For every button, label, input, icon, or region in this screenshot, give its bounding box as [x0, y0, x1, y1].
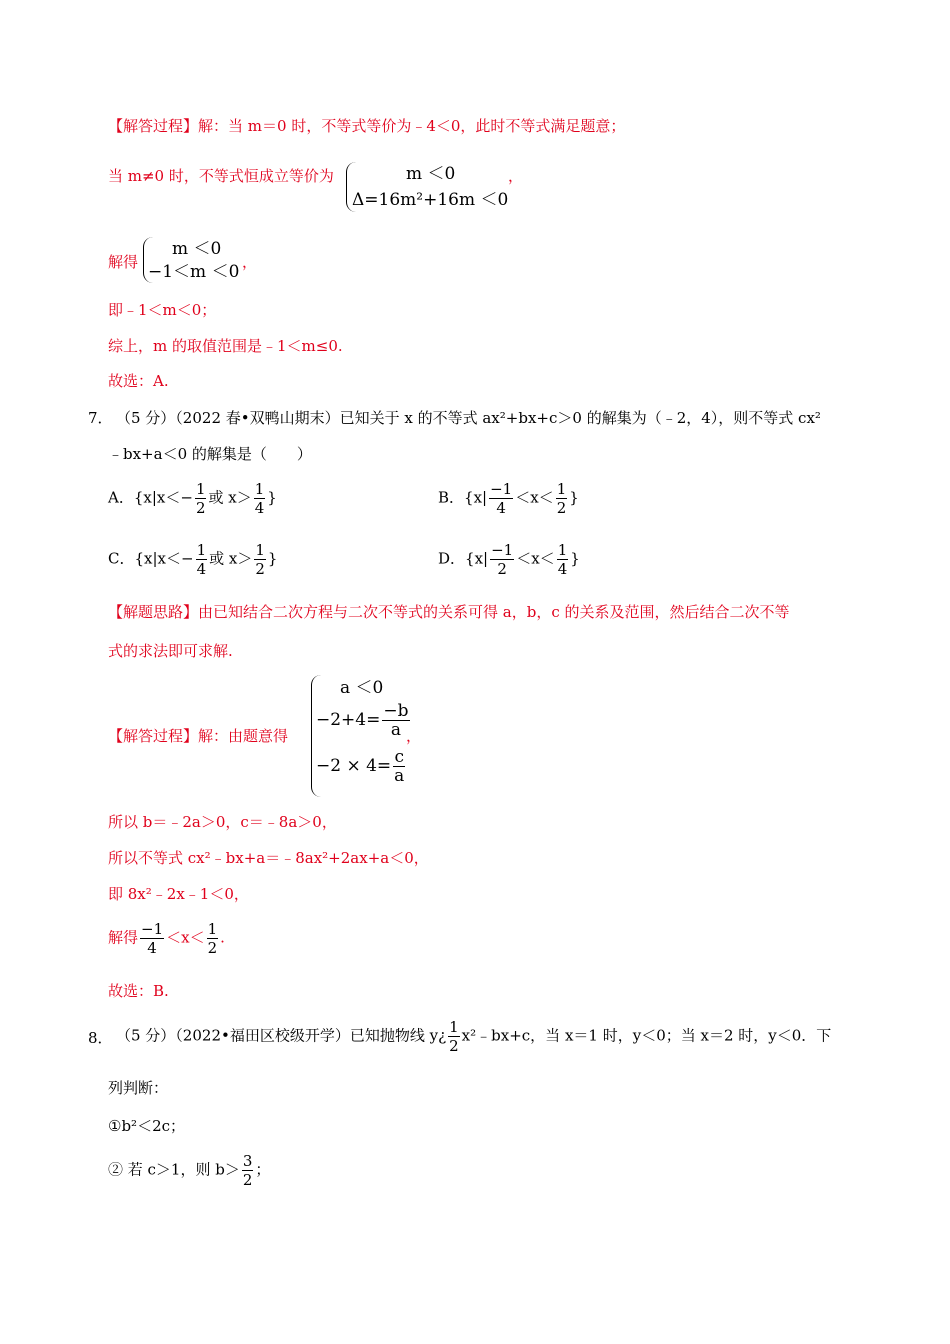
q7-process: 【解答过程】解：由题意得 [108, 727, 289, 745]
q7-sys-a: a ＜0 [340, 678, 384, 698]
q7-line-2: 所以不等式 cx²﹣bx+a＝﹣8ax²+2ax+a＜0， [108, 849, 429, 867]
q7-idea-2: 式的求法即可求解. [108, 642, 233, 660]
q7-option-a[interactable]: A．{x|x＜− $\frac{1}{2}$ 或 x＞ $\frac{1}{4}$ } [108, 480, 277, 517]
q7-sys-b: −2+4= $\frac{-b}{a}$ [316, 701, 409, 740]
q7-option-b[interactable]: B．{x| $\frac{-1}{4}$ ＜x＜ $\frac{1}{2}$ } [438, 480, 579, 517]
q6-line-ji: 即﹣1＜m＜0； [108, 301, 217, 319]
q7-answer: 故选：B. [108, 982, 169, 1000]
q6-line-zong: 综上，m 的取值范围是﹣1＜m≤0. [108, 337, 343, 355]
q8-item-1: ①b²＜2c； [108, 1117, 186, 1135]
process-tag: 【解答过程】 [108, 117, 199, 135]
q6-line1: 解：当 m＝0 时，不等式等价为﹣4＜0，此时不等式满足题意； [198, 117, 626, 135]
q7-option-d[interactable]: D．{x| $\frac{-1}{2}$ ＜x＜ $\frac{1}{4}$ } [438, 541, 580, 578]
q6-comma-2: ， [242, 253, 258, 271]
q8-stem-2: 列判断： [108, 1079, 169, 1097]
q6-line2: 当 m≠0 时，不等式恒成立等价为 [108, 167, 334, 185]
q8-number: 8． [88, 1029, 113, 1047]
q6-sys2-a: m ＜0 [172, 239, 222, 259]
q7-comma: ， [406, 727, 422, 745]
q6-solve-label: 解得 [108, 253, 139, 271]
q6-sys2-b: −1＜m ＜0 [148, 262, 240, 282]
q7-sys-c: −2 × 4= $\frac{c}{a}$ [316, 747, 405, 786]
q8-item-2: ② 若 c＞1，则 b＞ $\frac{3}{2}$ ； [108, 1152, 271, 1189]
q6-sys1-b: Δ=16m²+16m ＜0 [352, 190, 509, 210]
q6-answer: 故选：A. [108, 372, 169, 390]
q7-number: 7． [88, 409, 113, 427]
q7-stem-2: ﹣bx+a＜0 的解集是（ ） [108, 445, 312, 463]
q7-option-c[interactable]: C．{x|x＜− $\frac{1}{4}$ 或 x＞ $\frac{1}{2}$ } [108, 541, 278, 578]
q7-line-3: 即 8x²﹣2x﹣1＜0， [108, 885, 249, 903]
q7-line-4: 解得 $\frac{-1}{4}$ ＜x＜ $\frac{1}{2}$ . [108, 920, 225, 957]
q8-stem-1: （5 分）（2022•福田区校级开学）已知抛物线 y¿ $\frac{1}{2}$ x²﹣bx+c，当 x＝1 时，y＜0；当 x＝2 时，y＜0．下 [116, 1018, 832, 1055]
q7-stem-1: （5 分）（2022 春•双鸭山期末）已知关于 x 的不等式 ax²+bx+c＞0 的解集为（﹣2，4），则不等式 cx² [116, 409, 821, 427]
q6-process-line [108, 116, 625, 136]
q7-idea-1: 【解题思路】由已知结合二次方程与二次不等式的关系可得 a，b，c 的关系及范围，然后结合二次不等 [108, 603, 790, 621]
q6-comma-1: ， [508, 167, 524, 185]
q6-sys1-a: m ＜0 [406, 164, 456, 184]
q7-line-1: 所以 b＝﹣2a＞0，c＝﹣8a＞0， [108, 813, 337, 831]
